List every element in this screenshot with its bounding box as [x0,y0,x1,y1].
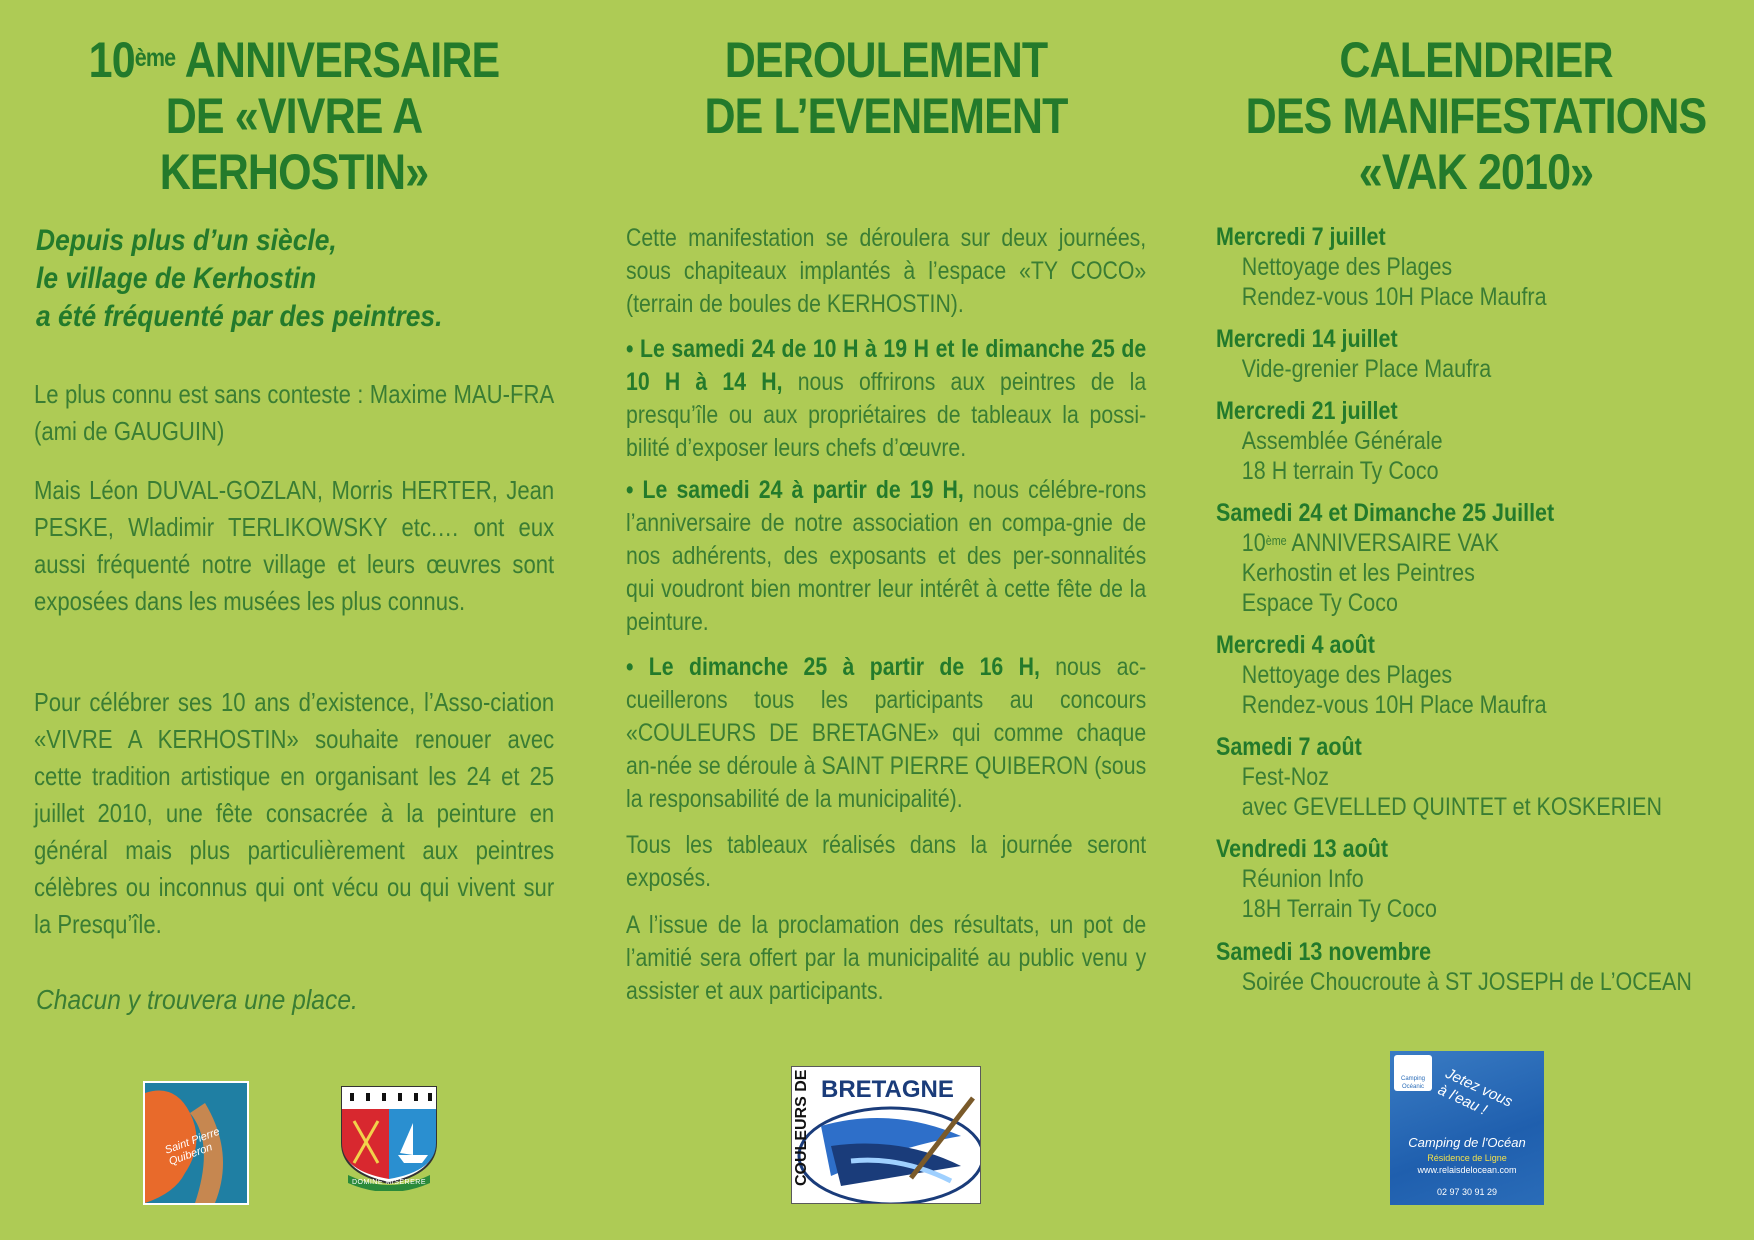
paragraph-celebration: Pour célébrer ses 10 ans d’existence, l’Asso-ciation «VIVRE A KERHOSTIN» souhaite renouer avec cette tradition artistique en organisant les 24 et 25 juillet 2010, une fête consacrée à la peinture en général mais plus particulièrement aux peintres célèbres ou inconnus qui ont vécu ou qui vivent sur la Presqu’île. [34,687,555,939]
event-item [1216,630,1754,720]
programme-item-3-heading: • Le dimanche 25 à partir de 16 H, [626,653,1040,681]
calendar-title-line1: CALENDRIER [1339,32,1613,88]
calendar-title-line2: DES MANIFESTATIONS [1245,88,1707,144]
event-item [1216,732,1754,822]
title-line2: DE «VIVRE A KERHOSTIN» [159,88,429,200]
bretagne-text: BRETAGNE [821,1076,954,1103]
saint-pierre-logo-text: Saint Pierre Quiberon [163,1125,222,1168]
coat-of-arms-graphic [338,1083,440,1191]
title-number: 10 [88,32,135,88]
programme-item-3 [626,651,1146,816]
event-item [1216,498,1754,618]
event-item [1216,834,1754,924]
camping-phone: 02 97 30 91 29 [1436,1187,1498,1197]
event-detail-rest: ANNIVERSAIRE VAK [1286,529,1499,557]
event-detail: Vide-grenier Place Maufra [1241,355,1492,383]
event-detail: Rendez-vous 10H Place Maufra [1241,283,1547,311]
event-item [1216,937,1754,997]
programme-results: A l’issue de la proclamation des résultats, un pot de l’amitié sera offert par la municipalité au public venu y assister et aux participants. [626,911,1147,1005]
programme-title [628,32,1144,144]
title-line1: ANNIVERSAIRE [175,32,500,88]
closing-line: Chacun y trouvera une place. [36,984,358,1015]
event-detail [1216,528,1754,558]
couleurs-de-bretagne-logo [791,1066,981,1204]
event-date: Samedi 7 août [1216,733,1362,761]
camping-small-text: Camping Océanic [1400,1076,1425,1090]
paragraph-maufra: Le plus connu est sans conteste : Maxime MAU-FRA (ami de GAUGUIN) [34,379,555,446]
event-date: Mercredi 7 juillet [1216,223,1386,251]
event-detail: Soirée Choucroute à ST JOSEPH de L’OCEAN [1241,968,1692,996]
event-date: Samedi 13 novembre [1216,938,1432,966]
event-detail: avec GEVELLED QUINTET et KOSKERIEN [1241,793,1662,821]
camping-subtitle: Résidence de Ligne [1427,1153,1507,1163]
programme-item-1 [626,333,1146,465]
camping-website: www.relaisdelocean.com [1417,1165,1517,1175]
programme-item-1-heading: • Le samedi 24 de 10 H à 19 H et le dimanche 25 de 10 H à 14 H, [626,335,1147,396]
event-detail: Réunion Info [1241,865,1364,893]
event-item [1216,222,1754,312]
camping-slogan: Jetez vous à l'eau ! [1435,1065,1515,1119]
event-detail: Nettoyage des Plages [1241,253,1453,281]
calendar-title [1218,32,1734,200]
event-sup: ème [1265,534,1287,548]
event-date: Mercredi 21 juillet [1216,397,1398,425]
programme-item-2-heading: • Le samedi 24 à partir de 19 H, [626,476,964,504]
event-detail: Assemblée Générale [1241,427,1443,455]
programme-item-2 [626,474,1146,639]
programme-paintings: Tous les tableaux réalisés dans la journée seront exposés. [626,831,1147,892]
event-detail: Kerhostin et les Peintres [1241,559,1475,587]
programme-item-2-text: nous célébre-rons l’anniversaire de notre association en compa-gnie de nos adhérents, des exposants et des per-sonnalités qui voudront bien montrer leur intérêt à cette fête de la peinture. [626,476,1147,636]
anniversary-title [53,32,535,200]
event-detail: Nettoyage des Plages [1241,661,1453,689]
camping-name: Camping de l'Océan [1408,1135,1526,1150]
camping-small-logo [1394,1055,1432,1091]
event-detail: 18 H terrain Ty Coco [1241,457,1439,485]
event-item [1216,324,1754,384]
programme-item-1-text: nous offrirons aux peintres de la presqu’île ou aux propriétaires de tableaux la possi-bilité d’exposer leurs chefs d’œuvre. [626,368,1147,462]
event-date: Vendredi 13 août [1216,835,1389,863]
lead-line-1: Depuis plus d’un siècle, [36,224,337,257]
lead-text [36,222,494,336]
programme-intro: Cette manifestation se déroulera sur deux journées, sous chapiteaux implantés à l’espace «TY COCO» (terrain de boules de KERHOSTIN). [626,224,1147,318]
event-date: Samedi 24 et Dimanche 25 Juillet [1216,499,1555,527]
event-detail: Fest-Noz [1241,763,1330,791]
coat-of-arms-logo [338,1083,440,1191]
saint-pierre-quiberon-logo [143,1081,249,1205]
event-date: Mercredi 14 juillet [1216,325,1398,353]
coat-of-arms-motto: DOMINE MISERERE [351,1179,426,1186]
event-item [1216,396,1754,486]
event-detail: 18H Terrain Ty Coco [1241,895,1437,923]
title-sup: ème [134,44,176,72]
lead-line-3: a été fréquenté par des peintres. [36,300,443,333]
programme-item-3-text: nous ac-cueillerons tous les participants au concours «COULEURS DE BRETAGNE» qui comme chaque an-née se déroule à SAINT PIERRE QUIBERON (sous la responsabilité de la municipalité). [626,653,1147,813]
event-date: Mercredi 4 août [1216,631,1375,659]
calendar-title-line3: «VAK 2010» [1358,144,1594,200]
event-detail: Espace Ty Coco [1241,589,1398,617]
programme-title-line1: DEROULEMENT [724,32,1048,88]
paragraph-painters: Mais Léon DUVAL-GOZLAN, Morris HERTER, Jean PESKE, Wladimir TERLIKOWSKY etc.… ont eux aussi fréquenté notre village et leurs œuvres sont exposées dans les musées les plus connus. [34,475,555,616]
couleurs-text: COULEURS DE [793,1069,810,1186]
lead-line-2: le village de Kerhostin [36,262,317,295]
event-number: 10 [1241,529,1266,557]
event-detail: Rendez-vous 10H Place Maufra [1241,691,1547,719]
programme-title-line2: DE L’EVENEMENT [704,88,1068,144]
camping-ocean-logo [1390,1051,1544,1205]
